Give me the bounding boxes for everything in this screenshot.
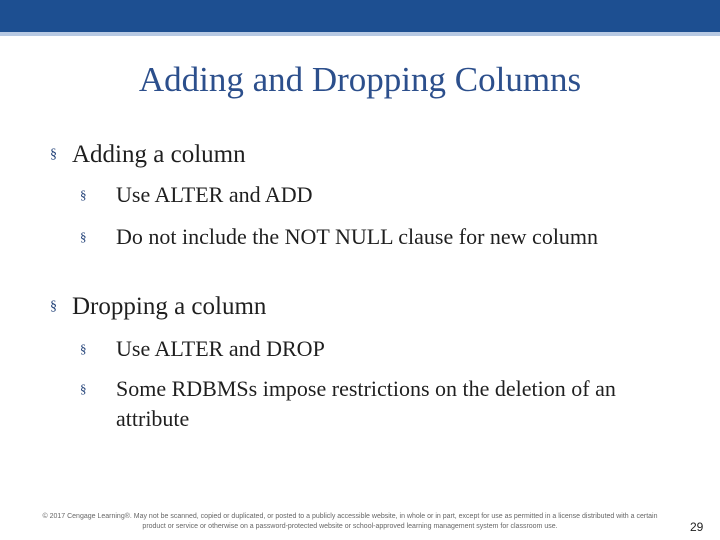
sub-bullet-icon: § (80, 229, 87, 244)
bullet-adding-a-column (50, 140, 246, 170)
section-heading: Adding a column (72, 141, 246, 168)
sub-bullet-rdbms-restrictions (80, 374, 680, 434)
sub-bullet-use-alter-drop (80, 334, 680, 364)
section-bullet-icon: § (50, 147, 57, 162)
sub-bullet-text: Some RDBMSs impose restrictions on the deletion of an attribute (116, 376, 616, 431)
slide-title: Adding and Dropping Columns (138, 60, 582, 99)
sub-bullet-text: Do not include the NOT NULL clause for new column (116, 224, 599, 249)
sub-bullet-icon: § (80, 381, 87, 396)
section-bullet-icon: § (50, 299, 57, 314)
section-heading: Dropping a column (72, 293, 267, 320)
bullet-dropping-a-column (50, 292, 266, 322)
sub-bullet-use-alter-add (80, 180, 680, 210)
copyright-footer: © 2017 Cengage Learning®. May not be scanned, copied or duplicated, or posted to a publicly accessible website, in whole or in part, except for use as permitted in a license distributed with a certain product or service or otherwise on a password-protected website or school-approved learning management system for classroom use. (42, 513, 658, 530)
sub-bullet-not-null (80, 222, 680, 252)
sub-bullet-icon: § (80, 341, 87, 356)
sub-bullet-icon: § (80, 187, 87, 202)
sub-bullet-text: Use ALTER and ADD (116, 182, 313, 207)
page-number: 29 (690, 520, 704, 534)
sub-bullet-text: Use ALTER and DROP (116, 336, 325, 361)
